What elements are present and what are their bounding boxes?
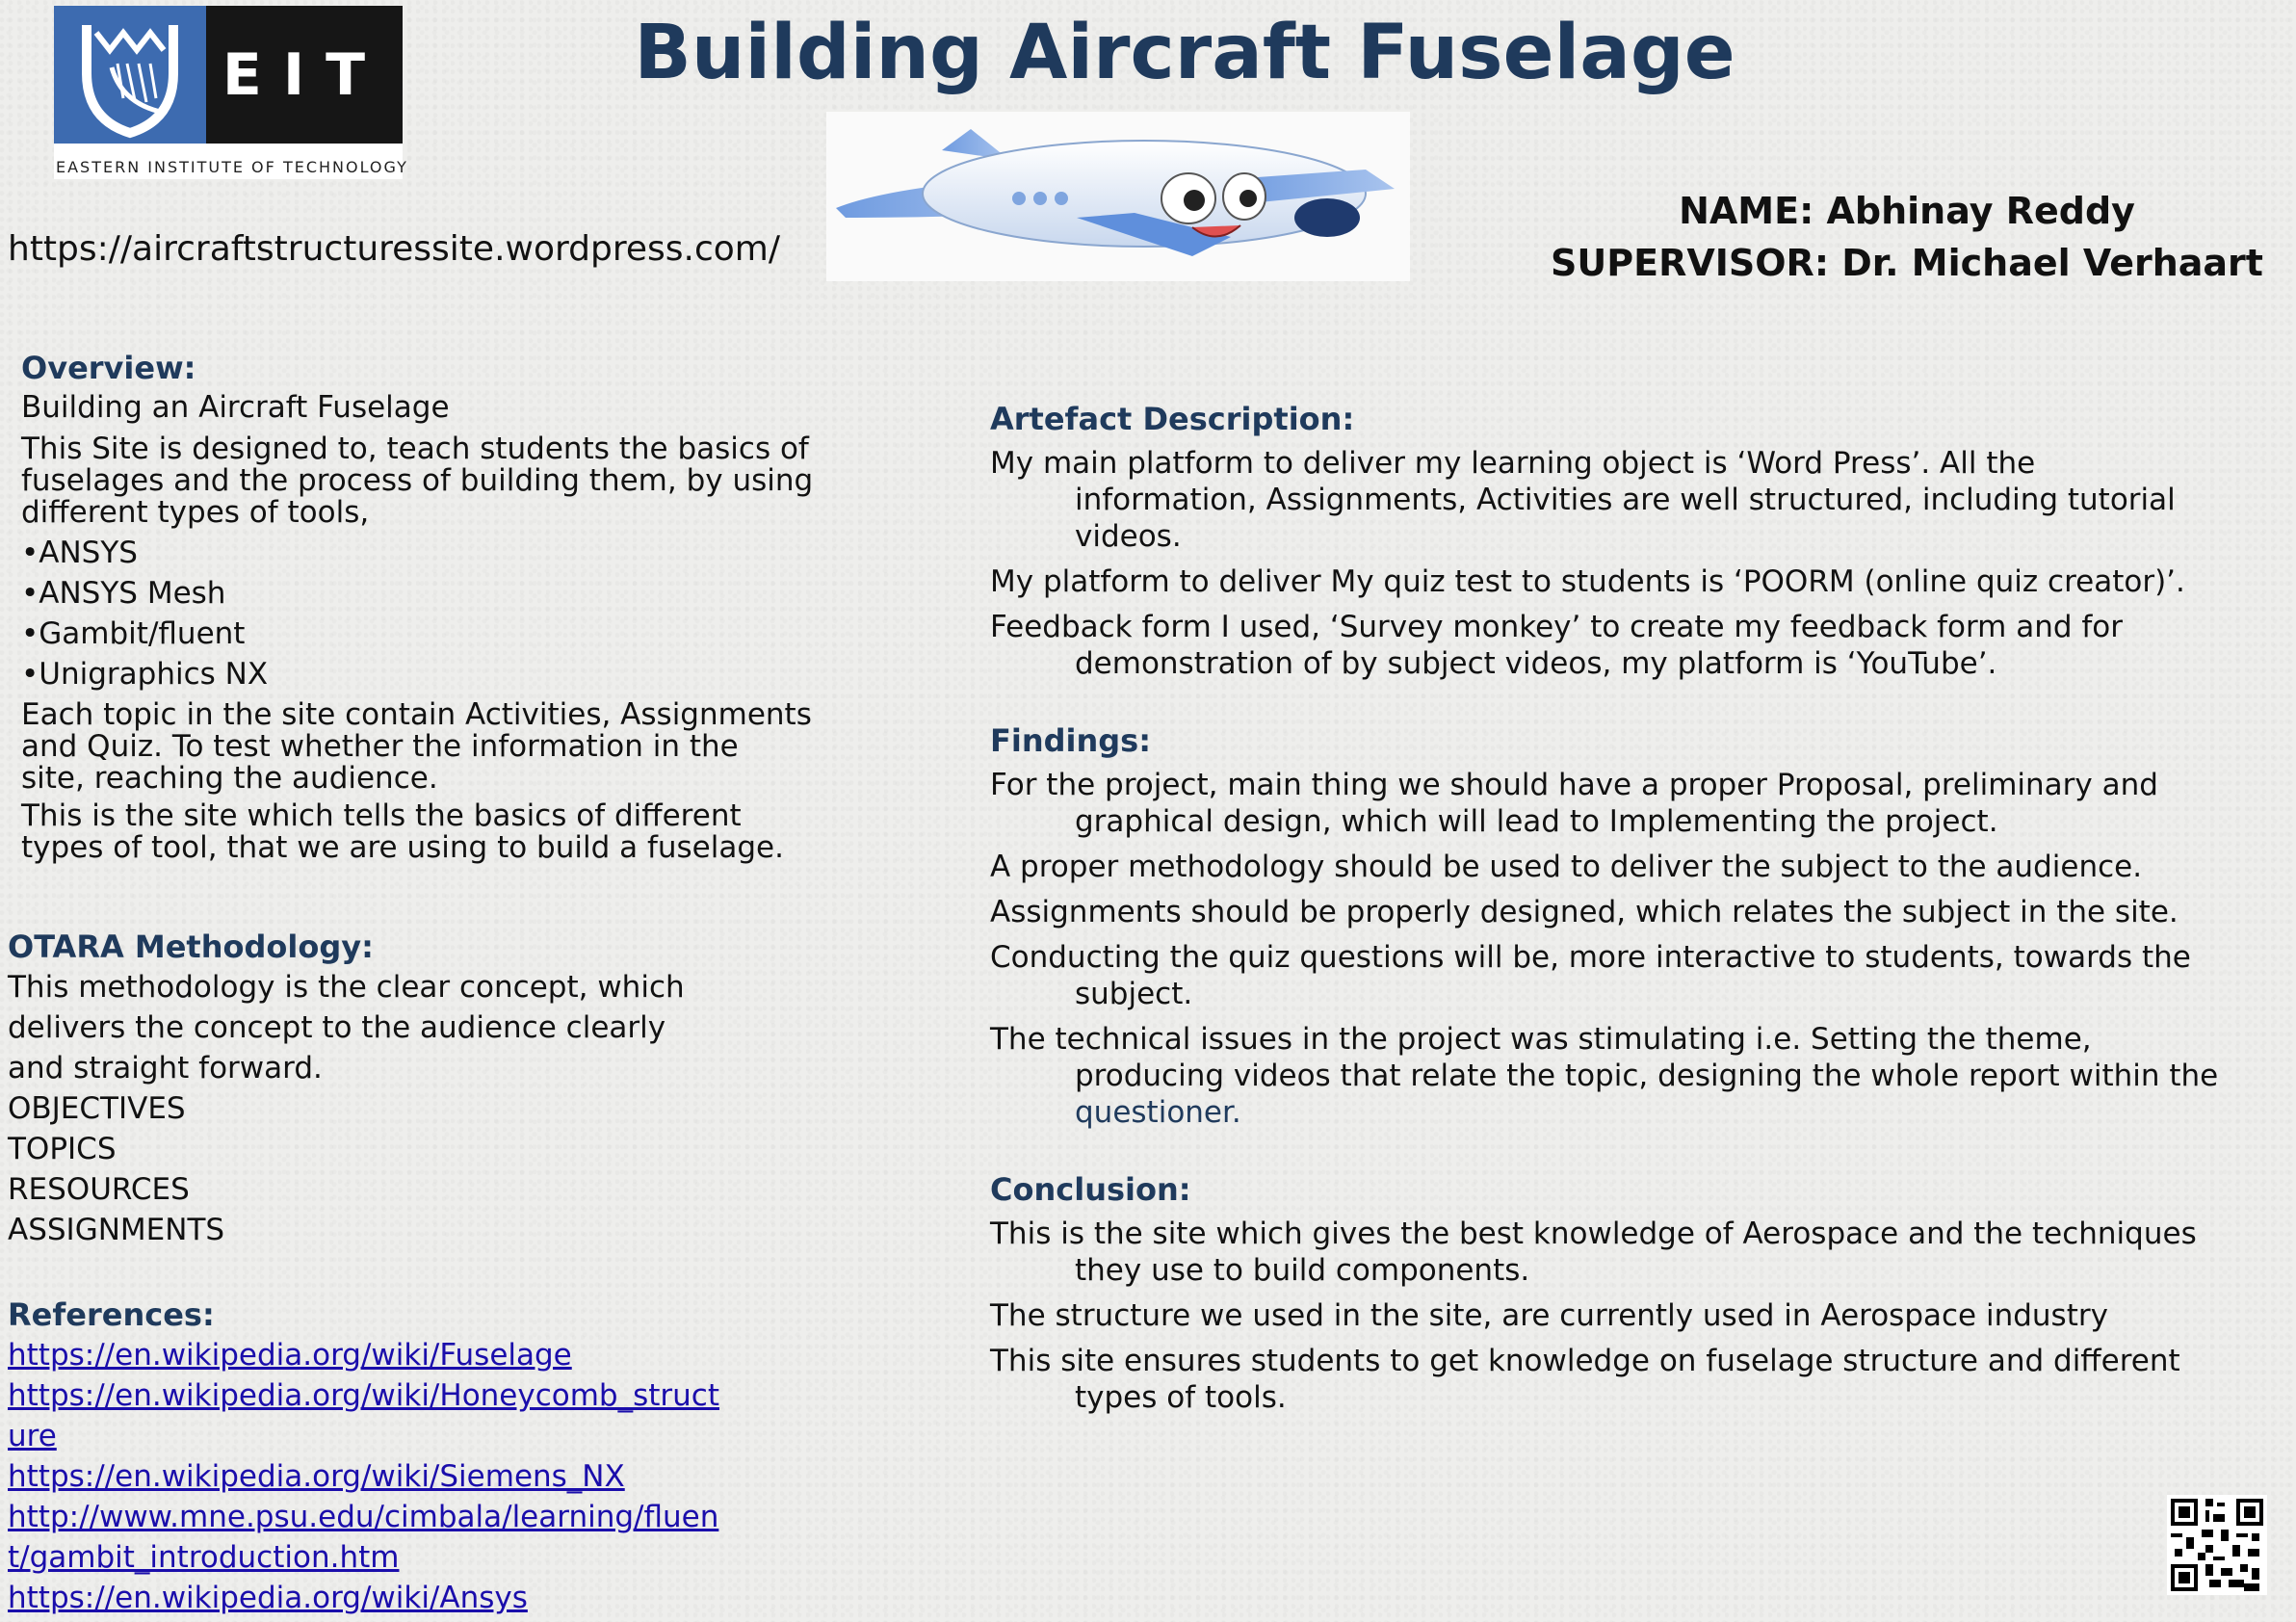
reference-link[interactable]: https://en.wikipedia.org/wiki/Fuselage [8,1338,572,1373]
otara-line: and straight forward. [8,1051,323,1086]
site-url[interactable]: https://aircraftstructuressite.wordpress.com/ [8,229,780,269]
findings-line: A proper methodology should be used to deliver the subject to the audience. [990,850,2143,884]
artefact-line: Feedback form I used, ‘Survey monkey’ to create my feedback form and for [990,610,2124,644]
reference-link[interactable]: t/gambit_introduction.htm [8,1540,400,1575]
findings-line: For the project, main thing we should have a proper Proposal, preliminary and [990,768,2158,802]
otara-item: TOPICS [8,1132,117,1166]
overview-intro-line: This Site is designed to, teach students the basics of [21,432,809,466]
reference-link[interactable]: https://en.wikipedia.org/wiki/Siemens_NX [8,1459,625,1494]
findings-line: Assignments should be properly designed, which relates the subject in the site. [990,895,2179,929]
tool-item: •Unigraphics NX [21,657,269,692]
conclusion-line: types of tools. [1075,1380,1287,1415]
tool-item: •ANSYS [21,536,138,570]
overview-para2-line: and Quiz. To test whether the information in the [21,729,739,764]
overview-para3-line: This is the site which tells the basics of different [21,798,742,833]
findings-line: graphical design, which will lead to Implementing the project. [1075,804,1998,839]
overview-para3-line: types of tool, that we are using to build a fuselage. [21,830,784,865]
findings-line: subject. [1075,977,1193,1011]
overview-intro-line: fuselages and the process of building them, by using [21,463,814,498]
reference-link[interactable]: http://www.mne.psu.edu/cimbala/learning/fluen [8,1500,719,1534]
eit-subtitle: EASTERN INSTITUTE OF TECHNOLOGY [56,158,408,176]
overview-para2-line: site, reaching the audience. [21,761,438,796]
findings-line: The technical issues in the project was stimulating i.e. Setting the theme, [990,1022,2092,1057]
supervisor-name: SUPERVISOR: Dr. Michael Verhaart [1551,242,2263,284]
tool-item: •Gambit/fluent [21,616,246,651]
otara-line: This methodology is the clear concept, which [8,970,685,1005]
airplane-illustration [826,112,1410,281]
conclusion-line: This site ensures students to get knowledge on fuselage structure and different [990,1344,2180,1378]
reference-link[interactable]: https://en.wikipedia.org/wiki/Honeycomb_struct [8,1378,720,1413]
artefact-line: information, Assignments, Activities are well structured, including tutorial [1075,483,2176,517]
findings-heading: Findings: [990,722,1152,759]
overview-section [21,350,814,865]
artefact-line: My main platform to deliver my learning object is ‘Word Press’. All the [990,446,2036,481]
references-section [8,1295,759,1618]
findings-line: Conducting the quiz questions will be, more interactive to students, towards the [990,940,2191,975]
references-heading: References: [8,1296,215,1333]
artefact-line: demonstration of by subject videos, my platform is ‘YouTube’. [1075,646,1997,681]
otara-heading: OTARA Methodology: [8,929,374,965]
author-name: NAME: Abhinay Reddy [1679,190,2135,232]
otara-item: RESOURCES [8,1172,190,1207]
overview-heading: Overview: [21,350,196,386]
otara-item: OBJECTIVES [8,1091,186,1126]
right-column [990,401,2242,1416]
artefact-heading: Artefact Description: [990,401,1355,437]
artefact-line: videos. [1075,519,1182,554]
artefact-line: My platform to deliver My quiz test to students is ‘POORM (online quiz creator)’. [990,564,2185,599]
conclusion-heading: Conclusion: [990,1171,1191,1208]
overview-subtitle: Building an Aircraft Fuselage [21,390,450,425]
overview-para2-line: Each topic in the site contain Activities, Assignments [21,697,812,732]
reference-link[interactable]: https://en.wikipedia.org/wiki/Ansys [8,1581,528,1615]
conclusion-line: they use to build components. [1075,1253,1530,1288]
author-info [1522,185,2292,289]
overview-intro-line: different types of tools, [21,495,370,530]
conclusion-line: The structure we used in the site, are currently used in Aerospace industry [990,1298,2108,1333]
conclusion-line: This is the site which gives the best knowledge of Aerospace and the techniques [990,1216,2197,1251]
otara-item: ASSIGNMENTS [8,1213,225,1247]
reference-link[interactable]: ure [8,1419,57,1453]
findings-line: questioner. [1075,1095,1241,1130]
eit-wordmark: EIT [206,6,403,144]
tool-item: •ANSYS Mesh [21,576,226,611]
otara-line: delivers the concept to the audience clearly [8,1010,666,1045]
qr-code [2167,1495,2267,1595]
poster-title: Building Aircraft Fuselage [634,10,1735,96]
otara-section [8,927,759,1250]
findings-line: producing videos that relate the topic, designing the whole report within the [1075,1059,2219,1093]
